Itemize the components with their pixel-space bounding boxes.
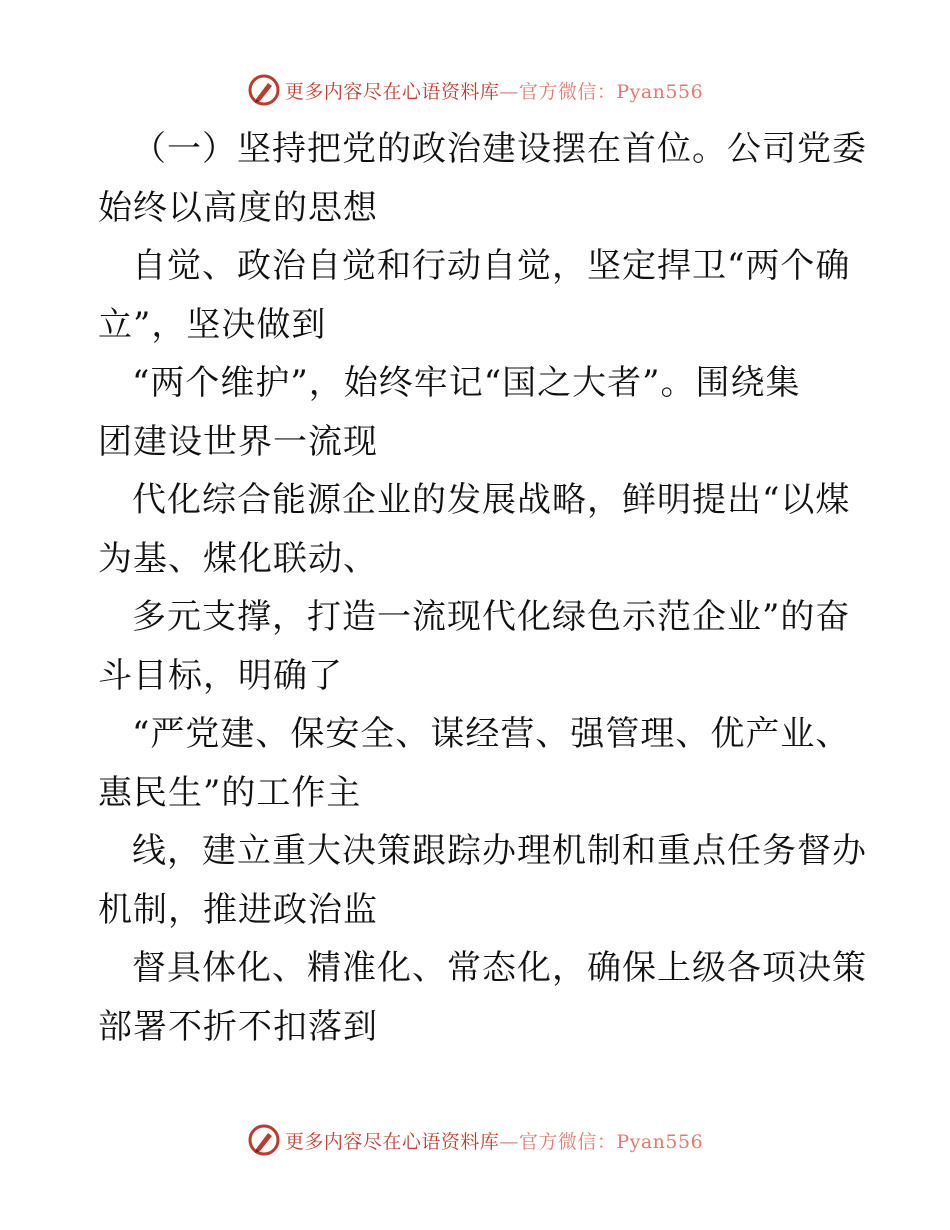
text-line: 团建设世界一流现 (98, 421, 378, 462)
text-line: 自觉、政治自觉和行动自觉，坚定捍卫“两个确 (132, 246, 851, 286)
banner-main-text: 更多内容尽在心语资料库 (284, 1130, 500, 1153)
text-line: 为基、煤化联动、 (98, 538, 378, 579)
text-line: 部署不折不扣落到 (98, 1006, 378, 1047)
text-line: “严党建、保安全、谋经营、强管理、优产业、 (132, 714, 851, 754)
pen-logo-icon (247, 1123, 281, 1157)
text-line: 多元支撑，打造一流现代化绿色示范企业”的奋 (132, 597, 851, 637)
text-line: “两个维护”，始终牢记“国之大者”。围绕集 (132, 363, 801, 403)
text-line: 斗目标，明确了 (98, 655, 343, 696)
pen-logo-icon (247, 73, 281, 107)
banner-wechat-text: 官方微信：Pyan556 (518, 1130, 704, 1153)
text-line: （一）坚持把党的政治建设摆在首位。公司党委 (132, 129, 867, 169)
text-line: 惠民生”的工作主 (98, 772, 362, 813)
banner-wechat-text: 官方微信：Pyan556 (518, 80, 704, 103)
footer-banner (0, 1120, 950, 1160)
text-line: 代化综合能源企业的发展战略，鲜明提出“以煤 (132, 480, 851, 520)
text-line: 督具体化、精准化、常态化，确保上级各项决策 (132, 948, 867, 988)
banner-main-text: 更多内容尽在心语资料库 (284, 80, 500, 103)
text-line: 立”，坚决做到 (98, 304, 327, 345)
text-line: 机制，推进政治监 (98, 889, 378, 930)
banner-text (285, 77, 703, 104)
banner-separator: — (499, 1130, 519, 1153)
text-line: 始终以高度的思想 (98, 187, 378, 228)
document-body (98, 120, 867, 1056)
banner-text (285, 1127, 703, 1154)
header-banner (0, 70, 950, 110)
banner-separator: — (499, 80, 519, 103)
text-line: 线，建立重大决策跟踪办理机制和重点任务督办 (132, 831, 867, 871)
